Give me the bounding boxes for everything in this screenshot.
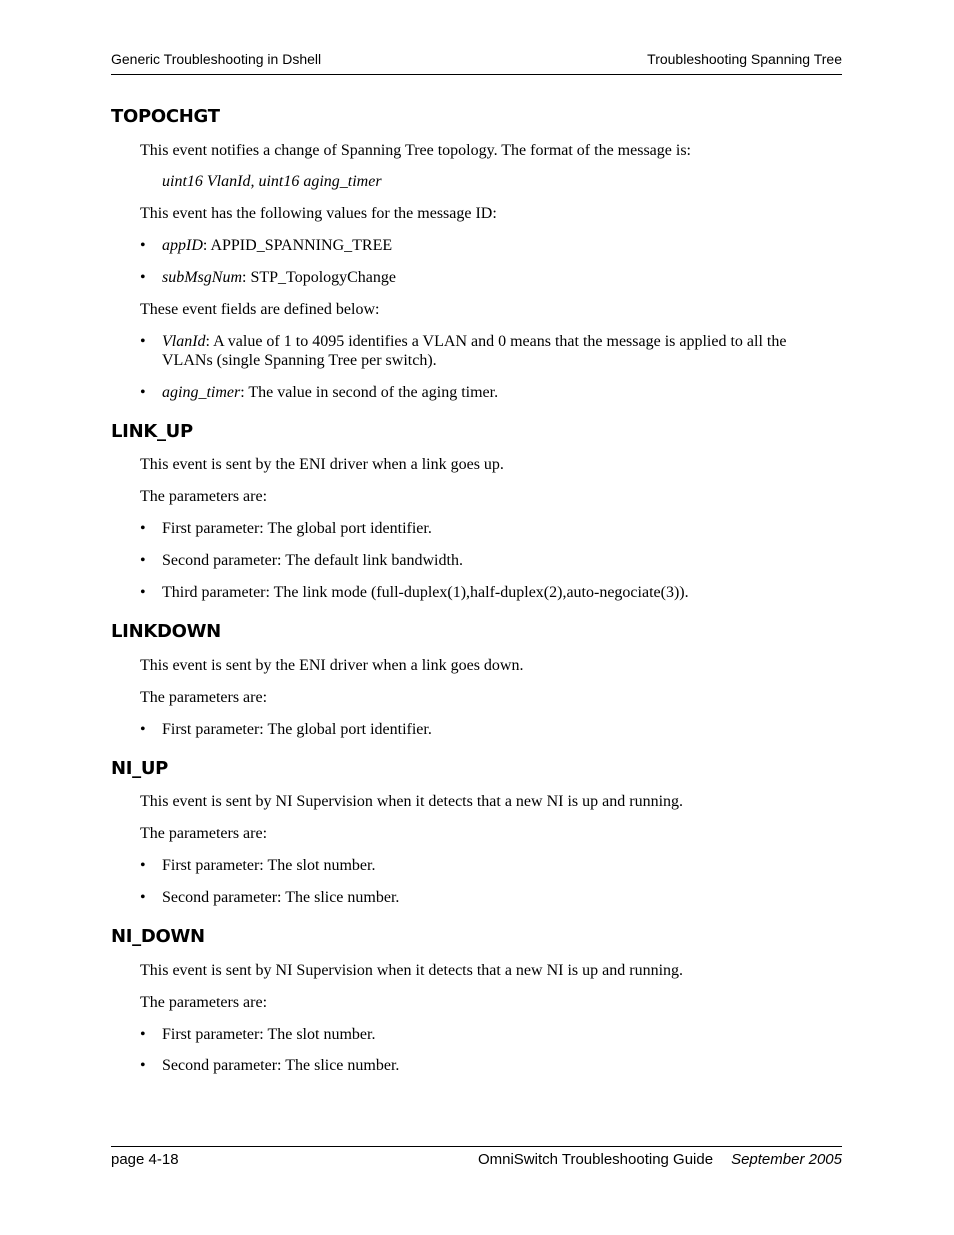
guide-title: OmniSwitch Troubleshooting Guide	[477, 1151, 714, 1168]
list-item-text: First parameter: The slot number.	[162, 857, 376, 874]
term: appID	[162, 237, 203, 254]
list-item	[140, 720, 820, 739]
list-item-text: Second parameter: The slice number.	[162, 1057, 400, 1074]
list-item	[140, 383, 820, 402]
header-rule	[111, 74, 842, 75]
heading-link-up: LINK_UP	[111, 421, 193, 442]
ni-down-params-intro: The parameters are:	[140, 994, 268, 1011]
footer-rule	[111, 1146, 842, 1147]
bullet-icon: •	[140, 237, 146, 254]
bullet-icon: •	[140, 889, 146, 906]
bullet-icon: •	[140, 1026, 146, 1043]
heading-ni-down: NI_DOWN	[111, 926, 205, 947]
linkdown-intro: This event is sent by the ENI driver when a link goes down.	[140, 657, 524, 674]
topochgt-fields-intro: These event fields are defined below:	[140, 301, 380, 318]
ni-up-intro: This event is sent by NI Supervision when it detects that a new NI is up and running.	[140, 793, 684, 810]
bullet-icon: •	[140, 520, 146, 537]
list-item	[140, 519, 820, 538]
list-item-text: First parameter: The global port identifier.	[162, 721, 432, 738]
page-number: page 4-18	[111, 1151, 179, 1168]
link-up-intro: This event is sent by the ENI driver when a link goes up.	[140, 456, 504, 473]
topochgt-signature: uint16 VlanId, uint16 aging_timer	[162, 173, 382, 190]
list-item	[140, 332, 820, 370]
list-item-text: Second parameter: The default link bandwidth.	[162, 552, 463, 569]
bullet-icon: •	[140, 1057, 146, 1074]
definition: : A value of 1 to 4095 identifies a VLAN and 0 means that the message is applied to all the VLANs (single Spanning Tree per switch).	[162, 333, 787, 369]
definition: : STP_TopologyChange	[242, 269, 397, 286]
list-item	[140, 268, 820, 287]
linkdown-params-intro: The parameters are:	[140, 689, 268, 706]
list-item	[140, 236, 820, 255]
header-chapter: Generic Troubleshooting in Dshell	[111, 51, 322, 67]
publication-date: September 2005	[731, 1151, 842, 1168]
list-item	[140, 583, 820, 602]
term: subMsgNum	[162, 269, 243, 286]
header-section: Troubleshooting Spanning Tree	[647, 51, 842, 67]
list-item	[140, 551, 820, 570]
bullet-icon: •	[140, 269, 146, 286]
heading-ni-up: NI_UP	[111, 758, 169, 779]
heading-linkdown: LINKDOWN	[111, 621, 221, 642]
link-up-params-intro: The parameters are:	[140, 488, 268, 505]
list-item	[140, 1056, 820, 1075]
ni-down-intro: This event is sent by NI Supervision when it detects that a new NI is up and running.	[140, 962, 684, 979]
bullet-icon: •	[140, 552, 146, 569]
footer-right	[478, 1151, 842, 1168]
definition: : APPID_SPANNING_TREE	[202, 237, 393, 254]
list-item-text: First parameter: The slot number.	[162, 1026, 376, 1043]
page-header	[111, 51, 842, 73]
definition: : The value in second of the aging timer.	[240, 384, 499, 401]
topochgt-msgid-intro: This event has the following values for the message ID:	[140, 205, 497, 222]
list-item	[140, 1025, 820, 1044]
list-item	[140, 888, 820, 907]
term: aging_timer	[162, 384, 241, 401]
term: VlanId	[162, 333, 206, 350]
bullet-icon: •	[140, 333, 146, 350]
list-item-text: Third parameter: The link mode (full-duplex(1),half-duplex(2),auto-negociate(3)).	[162, 584, 689, 601]
list-item-text: Second parameter: The slice number.	[162, 889, 400, 906]
heading-topochgt: TOPOCHGT	[111, 106, 220, 127]
page-footer	[111, 1151, 842, 1173]
bullet-icon: •	[140, 857, 146, 874]
bullet-icon: •	[140, 584, 146, 601]
topochgt-intro: This event notifies a change of Spanning Tree topology. The format of the message is:	[140, 142, 691, 159]
bullet-icon: •	[140, 384, 146, 401]
ni-up-params-intro: The parameters are:	[140, 825, 268, 842]
list-item	[140, 856, 820, 875]
list-item-text: First parameter: The global port identifier.	[162, 520, 432, 537]
bullet-icon: •	[140, 721, 146, 738]
